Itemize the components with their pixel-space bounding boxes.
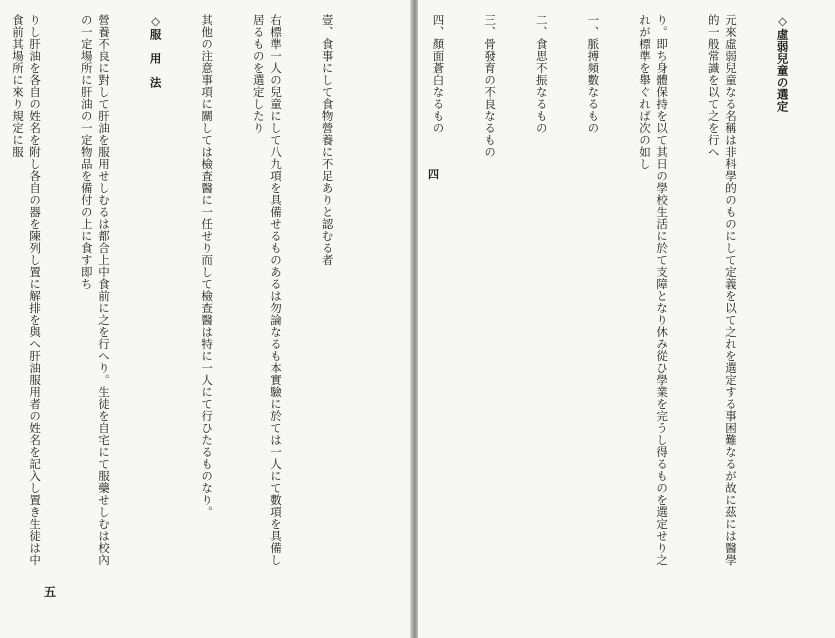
text-line: 壹、食事にして食物營養に不足ありと認むる者 [320,14,335,266]
left-page [0,0,412,638]
page-number-right: 四 [428,168,439,181]
criteria-item: 一、脈搏頻數なるもの [586,14,601,134]
right-page-text [431,14,825,568]
text-line: 其他の注意事項に關しては檢査醫に一任せり而して檢查醫は特に一人にて行ひたるものなり。 [200,14,215,518]
criteria-item: 四、顏面蒼白なるもの [431,14,446,134]
text-line: 右標準一人の兒童にして八九項を具備せるものあるは勿論なるも本實驗に於ては一人にて數項を具備し居るものを選定したり [251,14,283,566]
text-line: りし肝油を各自の姓名を附し各自の器を陳列し置に解排を與へ肝油服用者の姓名を記入し置き生徒は中食前其場所に來り規定に服 [10,14,43,566]
left-page-text [10,14,370,568]
right-page [418,0,835,638]
text-line: 營養不良に對して肝油を服用せしむるは都合上中食前に之を行へり。生徒を自宅にて服藥せしむは校內の一定場所に肝油の一定物品を備付の上に食す即ち [79,14,111,566]
text-line: り。即ち身體保持を以て其日の學校生活に於て支障となり休み從ひ學業を完うし得るものを選定せり之れが標準を舉ぐれば次の如し [637,14,670,566]
criteria-item: 三、骨發育の不良なるもの [483,14,498,158]
page-number-left: 五 [44,585,57,599]
text-line: 元來虛弱兒童なる名稱は非科學的のものにして定義を以て之れを選定する事困難なるが故に茲には醫學的一般常識を以て之を行へ [706,14,738,566]
section-heading-usage: ◇服 用 法 [148,14,163,89]
section-heading-selection: ◇虛弱兒童の選定 [775,14,790,113]
criteria-item: 二、食思不振なるもの [534,14,549,134]
